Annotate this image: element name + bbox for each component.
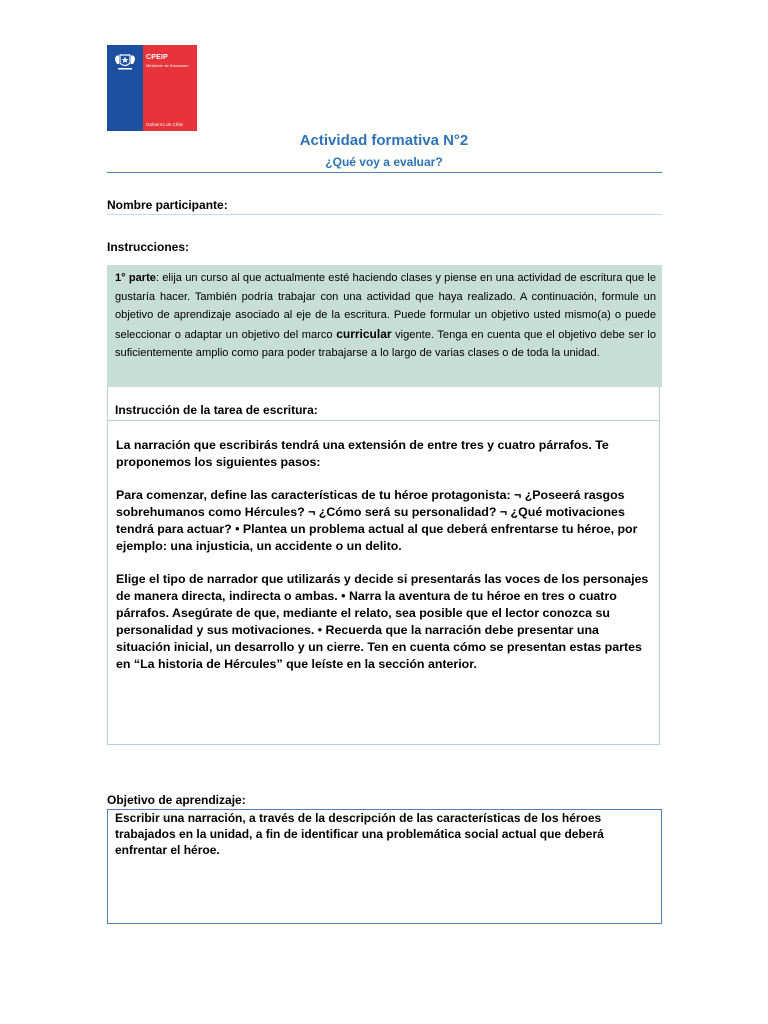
logo-government: Gobierno de Chile	[146, 122, 184, 127]
objective-box[interactable]	[107, 809, 662, 924]
task-heading: Instrucción de la tarea de escritura:	[115, 403, 318, 417]
participant-label: Nombre participante:	[107, 198, 228, 212]
part-label: 1° parte	[115, 272, 156, 284]
instructions-label: Instrucciones:	[107, 240, 190, 254]
logo-acronym: CPEIP	[146, 54, 169, 61]
chile-coat-of-arms-icon	[112, 51, 138, 73]
task-body	[116, 437, 656, 689]
task-box	[107, 387, 660, 745]
objective-text: Escribir una narración, a través de la descripción de las características de los héroes trabajados en la unidad, a fin de identificar una problemática social actual que deberá enfrentar el héroe.	[115, 811, 604, 857]
task-paragraph: Elige el tipo de narrador que utilizarás y decide si presentarás las voces de los personajes de manera directa, indirecta o ambas. • Narra la aventura de tu héroe en tres o cuatro párrafos. Asegúrate de que, mediante el relato, sea posible que el lector conozca su personalidad y sus motivaciones. • Recuerda que la narración debe presentar una situación inicial, un desarrollo y un cierre. Ten en cuenta cómo se presentan estas partes en “La historia de Hércules” que leíste en la sección anterior.	[116, 572, 649, 671]
logo-ministry: Ministerio de Educación	[146, 63, 189, 68]
objective-label: Objetivo de aprendizaje:	[107, 793, 246, 807]
logo-red-panel	[143, 45, 197, 131]
part-text-b: vigente. Tenga en cuenta que el objetivo debe ser lo suficientemente amplio como para poder trabajarse a lo largo de varias clases o de toda la unidad.	[115, 328, 656, 360]
task-header	[108, 387, 659, 421]
task-paragraph: Para comenzar, define las características de tu héroe protagonista: ¬ ¿Poseerá rasgos sobrehumanos como Hércules? ¬ ¿Cómo será su personalidad? ¬ ¿Qué motivaciones tendrá para actuar? • Plantea un problema actual al que deberá enfrentarse tu héroe, por ejemplo: una injusticia, un accidente o un delito.	[116, 488, 638, 553]
participant-field[interactable]	[107, 214, 662, 215]
task-paragraph: La narración que escribirás tendrá una extensión de entre tres y cuatro párrafos. Te proponemos los siguientes pasos:	[116, 438, 609, 469]
header-divider	[107, 172, 662, 173]
page-title: Actividad formativa N°2	[299, 132, 469, 149]
page-subtitle: ¿Qué voy a evaluar?	[325, 155, 443, 169]
part-text-a: : elija un curso al que actualmente esté haciendo clases y piense en una actividad de escritura que le gustaría hacer. También podría trabajar con una actividad que haya realizado. A continuación, formule un objetivo de aprendizaje asociado al eje de la escritura. Puede formular un objetivo usted mismo(a) o puede seleccionar o adaptar un objetivo del marco	[115, 272, 656, 341]
cpeip-logo	[107, 45, 197, 131]
part-emphasis: curricular	[336, 326, 392, 341]
instructions-box	[107, 265, 662, 387]
logo-blue-panel	[107, 45, 143, 131]
